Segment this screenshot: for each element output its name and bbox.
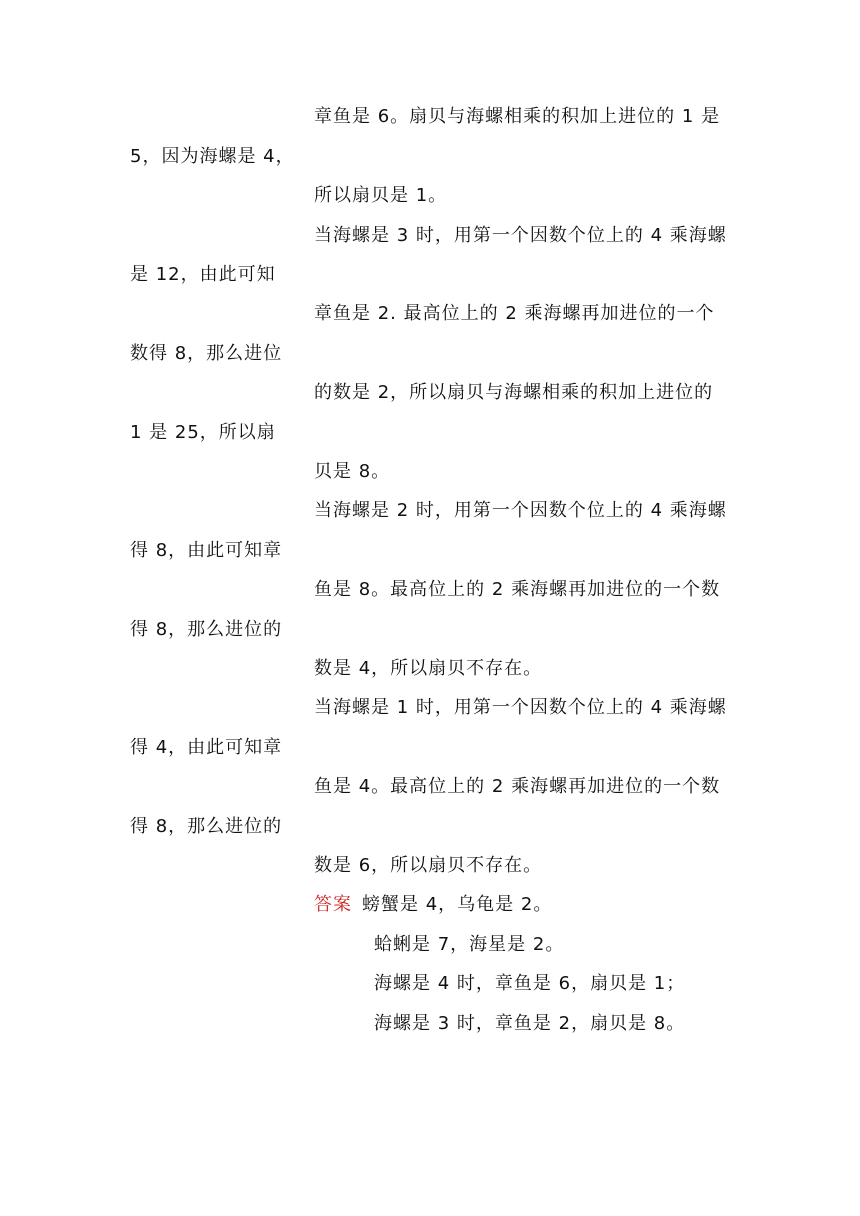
text-line: 的数是 2，所以扇贝与海螺相乘的积加上进位的 bbox=[314, 382, 714, 403]
text-line: 章鱼是 2. 最高位上的 2 乘海螺再加进位的一个 bbox=[314, 303, 715, 324]
text-line: 是 12，由此可知 bbox=[130, 264, 276, 285]
answer-text: 螃蟹是 4，乌龟是 2。 bbox=[362, 894, 553, 915]
answer-line: 海螺是 3 时，章鱼是 2，扇贝是 8。 bbox=[374, 1013, 686, 1034]
text-line: 鱼是 8。最高位上的 2 乘海螺再加进位的一个数 bbox=[314, 579, 721, 600]
text-line: 得 8，那么进位的 bbox=[130, 816, 283, 837]
text-line: 数是 6，所以扇贝不存在。 bbox=[314, 855, 543, 876]
text-line: 得 4，由此可知章 bbox=[130, 737, 283, 758]
text-line: 1 是 25，所以扇 bbox=[130, 422, 276, 443]
text-line: 章鱼是 6。扇贝与海螺相乘的积加上进位的 1 是 bbox=[314, 106, 721, 127]
text-line: 5，因为海螺是 4， bbox=[130, 146, 295, 167]
text-line: 当海螺是 1 时，用第一个因数个位上的 4 乘海螺 bbox=[314, 697, 727, 718]
answer-line: 海螺是 4 时，章鱼是 6，扇贝是 1； bbox=[374, 973, 686, 994]
text-line: 贝是 8。 bbox=[314, 461, 391, 482]
text-line: 当海螺是 3 时，用第一个因数个位上的 4 乘海螺 bbox=[314, 225, 727, 246]
text-line: 数是 4，所以扇贝不存在。 bbox=[314, 658, 543, 679]
text-line: 当海螺是 2 时，用第一个因数个位上的 4 乘海螺 bbox=[314, 500, 727, 521]
text-line: 得 8，由此可知章 bbox=[130, 540, 283, 561]
answer-label: 答案 bbox=[314, 894, 352, 915]
text-line: 所以扇贝是 1。 bbox=[314, 185, 448, 206]
answer-line: 蛤蜊是 7，海星是 2。 bbox=[374, 934, 565, 955]
text-line: 鱼是 4。最高位上的 2 乘海螺再加进位的一个数 bbox=[314, 776, 721, 797]
text-line: 得 8，那么进位的 bbox=[130, 619, 283, 640]
text-line: 数得 8，那么进位 bbox=[130, 343, 283, 364]
answer-line bbox=[314, 892, 552, 918]
